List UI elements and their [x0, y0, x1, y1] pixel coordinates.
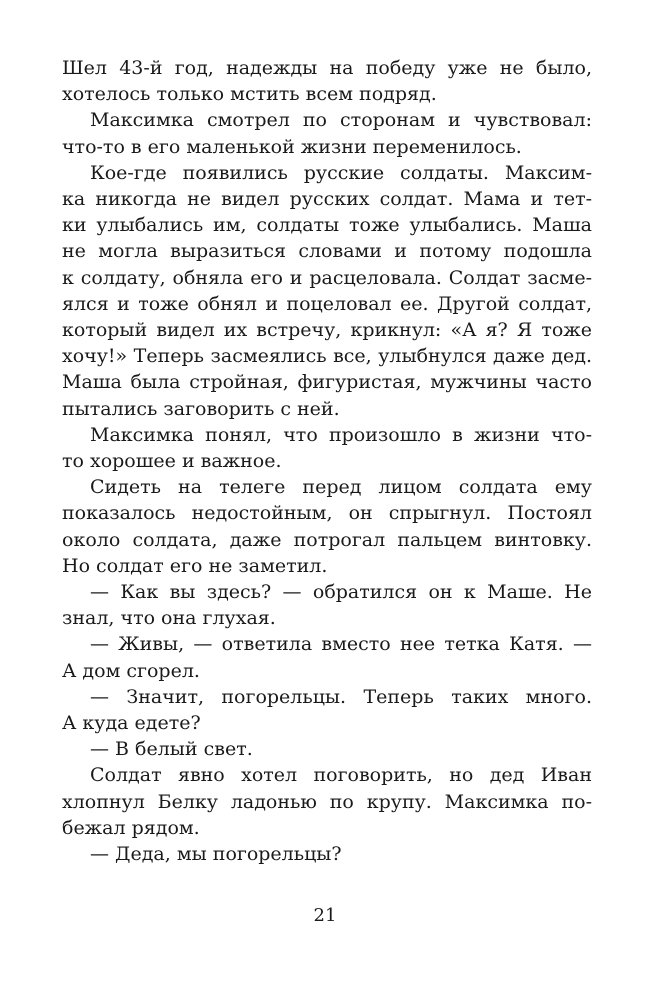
paragraph	[62, 474, 592, 579]
text-line: бежал рядом.	[62, 816, 200, 839]
text-line: ка никогда не видел русских солдат. Мама и тет-	[62, 188, 592, 211]
text-line: который видел их встречу, крикнул: «А я? Я тоже	[62, 319, 592, 342]
text-line: что-то в его маленькой жизни переменилось.	[62, 135, 522, 158]
text-line: — В белый свет.	[90, 738, 253, 761]
paragraph	[62, 736, 592, 762]
text-line: Максимка понял, что произошло в жизни что-	[90, 423, 592, 446]
text-line: — Живы, — ответила вместо нее тетка Катя. —	[90, 633, 592, 656]
text-line: то хорошее и важное.	[62, 450, 282, 473]
text-line: — Деда, мы погорельцы?	[90, 843, 342, 866]
paragraph	[62, 107, 592, 159]
text-line: Но солдат его не заметил.	[62, 554, 328, 577]
text-line: хотелось только мстить всем подряд.	[62, 83, 437, 106]
body-text	[62, 55, 592, 867]
text-line: ки улыбались им, солдаты тоже улыбались. Маша	[62, 214, 592, 237]
text-line: к солдату, обняла его и расцеловала. Солдат засме-	[62, 266, 592, 289]
text-line: — Значит, погорельцы. Теперь таких много.	[90, 685, 592, 708]
paragraph	[62, 579, 592, 631]
text-line: Маша была стройная, фигуристая, мужчины часто	[62, 371, 592, 394]
text-line: А дом сгорел.	[62, 659, 200, 682]
paragraph	[62, 55, 592, 107]
text-line: Сидеть на телеге перед лицом солдата ему	[90, 476, 592, 499]
paragraph	[62, 684, 592, 736]
text-line: А куда едете?	[62, 712, 201, 735]
text-line: Кое-где появились русские солдаты. Максим-	[90, 161, 592, 184]
text-line: Максимка смотрел по сторонам и чувствовал:	[90, 109, 592, 132]
text-line: хочу!» Теперь засмеялись все, улыбнулся даже дед.	[62, 345, 592, 368]
text-line: показалось недостойным, он спрыгнул. Постоял	[62, 502, 592, 525]
paragraph	[62, 631, 592, 683]
paragraph	[62, 160, 592, 422]
paragraph	[62, 841, 592, 867]
paragraph	[62, 422, 592, 474]
text-line: Шел 43-й год, надежды на победу уже не было,	[62, 57, 592, 79]
paragraph	[62, 762, 592, 841]
text-line: пытались заговорить с ней.	[62, 397, 340, 420]
text-line: Солдат явно хотел поговорить, но дед Иван	[90, 764, 592, 787]
text-line: хлопнул Белку ладонью по крупу. Максимка по-	[62, 790, 592, 813]
text-line: не могла выразиться словами и потому подошла	[62, 240, 592, 263]
page-number: 21	[313, 905, 337, 926]
text-line: около солдата, даже потрогал пальцем винтовку.	[62, 528, 592, 551]
text-line: — Как вы здесь? — обратился он к Маше. Не	[90, 581, 592, 604]
text-line: знал, что она глухая.	[62, 607, 276, 630]
text-line: ялся и тоже обнял и поцеловал ее. Другой солдат,	[62, 292, 592, 315]
